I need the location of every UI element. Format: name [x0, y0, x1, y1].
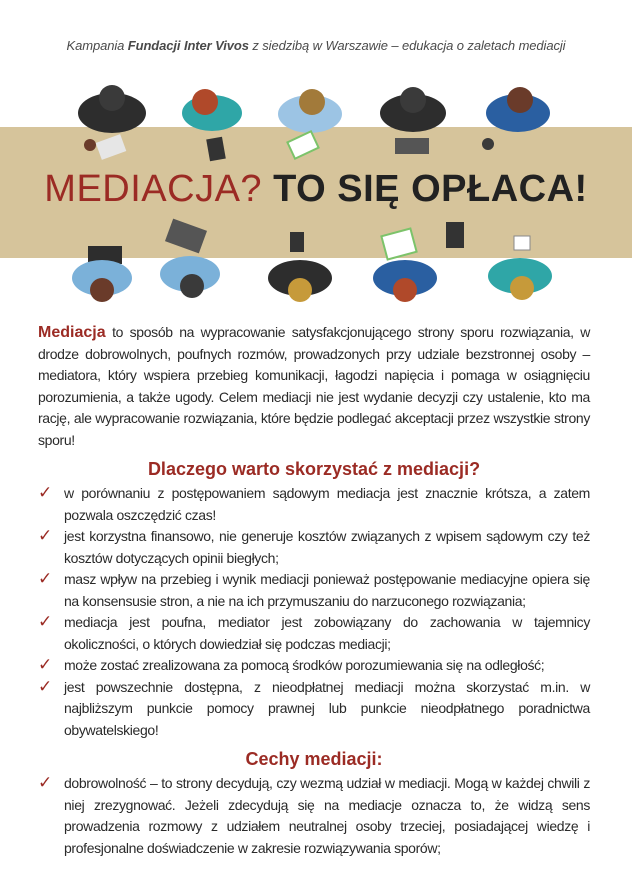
subtitle-pre: Kampania [66, 38, 128, 53]
check-icon: ✓ [38, 773, 52, 793]
headline [0, 168, 632, 211]
list-item [38, 773, 590, 859]
subtitle-post: z siedzibą w Warszawie – edukacja o zaletach mediacji [248, 38, 566, 53]
list-item-text: dobrowolność – to strony decydują, czy wezmą udział w mediacji. Mogą w każdej chwili z niej zrezygnować. Jeżeli zdecydują się na mediacje oznacza to, że widzą sens prowadzenia rozmowy z udziałem neutralnej osoby trzeciej, posiadającej wiedzę i profesjonalne doświadczenie w zakresie rozwiązywania sporów; [64, 775, 590, 856]
person-icon [268, 232, 332, 302]
person-icon [482, 87, 550, 150]
list-item [38, 569, 590, 612]
person-icon [380, 87, 446, 154]
list-item [38, 483, 590, 526]
people-illustration-bottom [0, 216, 632, 311]
list-item-text: masz wpływ na przebieg i wynik mediacji ponieważ postępowanie mediacyjne opiera się na konsensusie stron, a nie na ich przymuszaniu do narzuconego rozwiązania; [64, 571, 590, 609]
list-item [38, 612, 590, 655]
headline-question: MEDIACJA? [44, 168, 263, 210]
list-item-text: jest powszechnie dostępna, z nieodpłatnej mediacji można skorzystać m.in. w najbliższym punkcie pomocy prawnej lub punkcie nieodpłatnego poradnictwa obywatelskiego! [64, 678, 590, 738]
person-icon [182, 89, 242, 161]
check-icon: ✓ [38, 612, 52, 632]
person-icon [278, 89, 342, 159]
list-item-text: może zostać zrealizowana za pomocą środków porozumiewania się na odległość; [64, 657, 545, 673]
check-icon: ✓ [38, 655, 52, 675]
features-list [38, 773, 590, 859]
person-icon [72, 246, 132, 302]
people-illustration-top [0, 80, 632, 175]
person-icon [373, 222, 464, 302]
list-item-text: jest korzystna finansowo, nie generuje kosztów związanych z wpisem sądowym czy też kosztów dotyczących opinii biegłych; [64, 528, 590, 566]
campaign-subtitle [0, 38, 632, 53]
list-item-text: mediacja jest poufna, mediator jest zobowiązany do zachowania w tajemnicy okoliczności, o których dowiedział się podczas mediacji; [64, 614, 590, 652]
check-icon: ✓ [38, 676, 52, 697]
intro-paragraph [38, 322, 590, 451]
why-list [38, 483, 590, 741]
intro-text: to sposób na wypracowanie satysfakcjonującego strony sporu rozwiązania, w drodze dobrowolnych, poufnych rozmów, prowadzonych przy udziale bezstronnej osoby – mediatora, który wspiera przebieg komunikacji, łagodzi napięcia i pomaga w osiągnięciu porozumienia, a także ugody. Celem mediacji nie jest wydanie decyzji czy ustalenie, kto ma rację, ale wypracowanie rozwiązania, które będzie podlegać akceptacji przez wszystkie strony sporu! [38, 324, 590, 448]
foundation-name: Fundacji Inter Vivos [127, 38, 249, 53]
list-item [38, 526, 590, 569]
headline-answer: TO SIĘ OPŁACA! [273, 168, 588, 210]
main-content [38, 322, 590, 859]
person-icon [78, 85, 146, 160]
check-icon: ✓ [38, 569, 52, 589]
intro-term: Mediacja [38, 324, 106, 341]
list-item [38, 677, 590, 742]
check-icon: ✓ [38, 526, 52, 546]
why-section-title: Dlaczego warto skorzystać z mediacji? [147, 459, 481, 479]
features-section-title: Cechy mediacji: [245, 749, 383, 769]
list-item [38, 655, 590, 677]
person-icon [488, 236, 552, 300]
list-item-text: w porównaniu z postępowaniem sądowym mediacja jest znacznie krótsza, a zatem pozwala oszczędzić czas! [64, 485, 590, 523]
check-icon: ✓ [38, 483, 52, 503]
person-icon [160, 219, 220, 298]
